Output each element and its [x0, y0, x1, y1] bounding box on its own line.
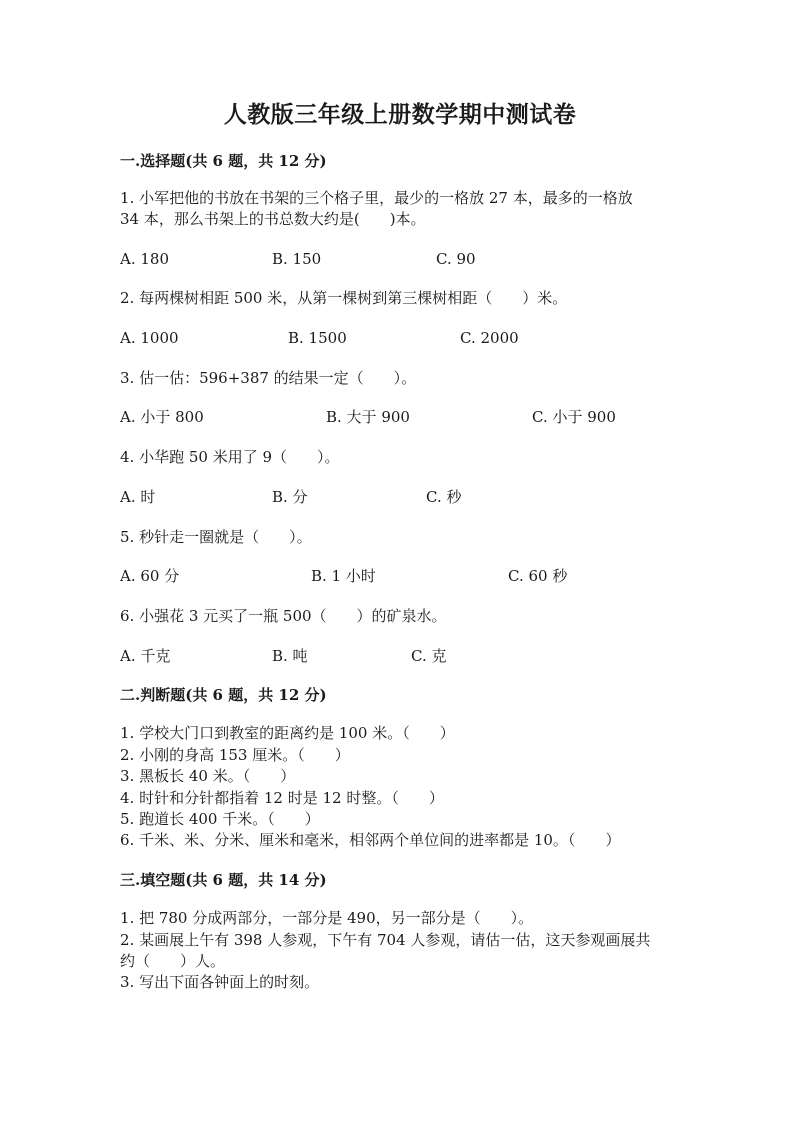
section-title-judgement: 二.判断题(共 6 题，共 12 分)	[120, 686, 327, 704]
section-title-fill: 三.填空题(共 6 题，共 14 分)	[120, 871, 327, 889]
option-c: C. 小于 900	[532, 408, 616, 426]
option-b: B. 150	[272, 250, 322, 268]
option-b: B. 吨	[272, 647, 308, 665]
question-text: 4. 小华跑 50 米用了 9（ ）。	[120, 448, 340, 466]
option-c: C. 90	[436, 250, 476, 268]
section-title-choice: 一.选择题(共 6 题，共 12 分)	[120, 152, 327, 170]
question-text: 3. 写出下面各钟面上的时刻。	[120, 973, 320, 991]
question-text: 6. 小强花 3 元买了一瓶 500（ ）的矿泉水。	[120, 607, 447, 625]
option-a: A. 千克	[120, 647, 171, 665]
question-text: 约（ ）人。	[120, 952, 226, 970]
option-b: B. 1500	[288, 329, 347, 347]
option-a: A. 小于 800	[120, 408, 204, 426]
question-text: 3. 估一估：596+387 的结果一定（ ）。	[120, 369, 417, 387]
option-a: A. 180	[120, 250, 169, 268]
question-text: 1. 小军把他的书放在书架的三个格子里，最少的一格放 27 本，最多的一格放	[120, 189, 633, 207]
option-c: C. 2000	[460, 329, 519, 347]
question-text: 3. 黑板长 40 米。（ ）	[120, 767, 296, 785]
question-text: 2. 小刚的身高 153 厘米。（ ）	[120, 746, 350, 764]
option-a: A. 60 分	[120, 567, 180, 585]
option-b: B. 1 小时	[311, 567, 376, 585]
question-text: 2. 每两棵树相距 500 米，从第一棵树到第三棵树相距（ ）米。	[120, 289, 568, 307]
question-text: 1. 把 780 分成两部分，一部分是 490，另一部分是（ ）。	[120, 909, 534, 927]
option-c: C. 60 秒	[508, 567, 568, 585]
question-text: 1. 学校大门口到教室的距离约是 100 米。（ ）	[120, 724, 455, 742]
question-text: 5. 秒针走一圈就是（ ）。	[120, 528, 312, 546]
question-text: 5. 跑道长 400 千米。（ ）	[120, 810, 320, 828]
option-a: A. 时	[120, 488, 156, 506]
question-text: 34 本，那么书架上的书总数大约是( )本。	[120, 210, 426, 228]
option-c: C. 秒	[426, 488, 462, 506]
option-a: A. 1000	[120, 329, 179, 347]
question-text: 6. 千米、米、分米、厘米和毫米，相邻两个单位间的进率都是 10。（ ）	[120, 831, 621, 849]
question-text: 4. 时针和分针都指着 12 时是 12 时整。（ ）	[120, 789, 444, 807]
page-title: 人教版三年级上册数学期中测试卷	[223, 101, 577, 128]
option-b: B. 分	[272, 488, 308, 506]
option-b: B. 大于 900	[326, 408, 410, 426]
option-c: C. 克	[411, 647, 447, 665]
question-text: 2. 某画展上午有 398 人参观，下午有 704 人参观，请估一估，这天参观画展共	[120, 931, 651, 949]
